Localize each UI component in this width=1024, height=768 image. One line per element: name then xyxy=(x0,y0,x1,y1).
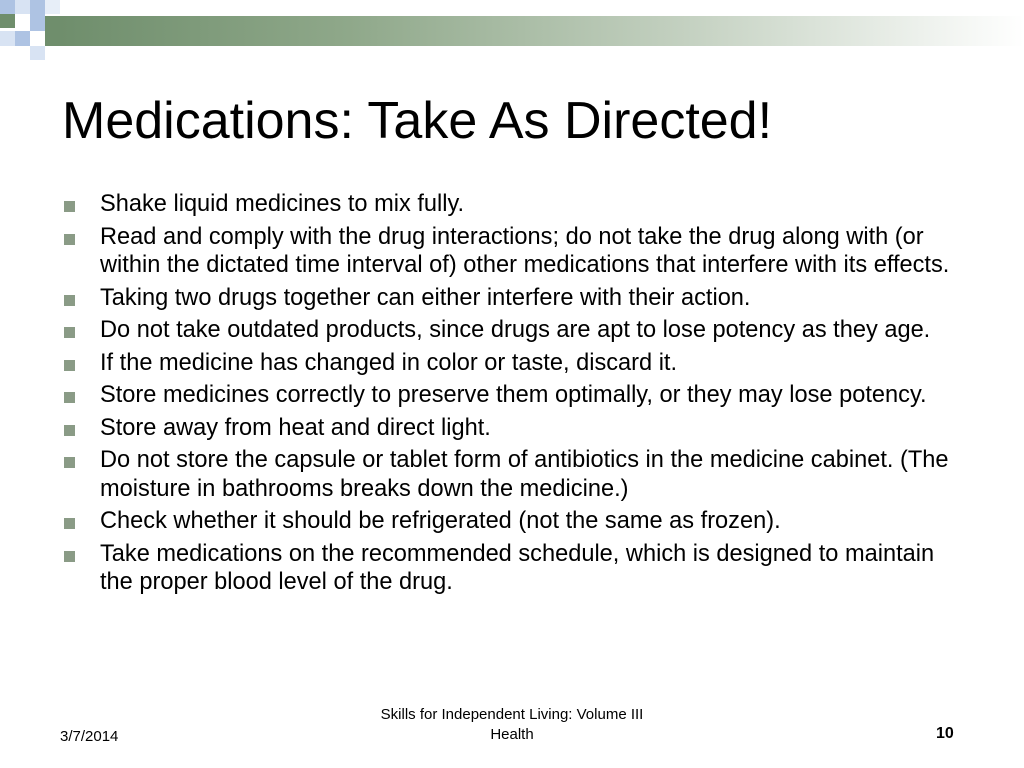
bullet-item xyxy=(64,223,969,280)
square-bullet-icon xyxy=(64,518,75,529)
square-bullet-icon xyxy=(64,551,75,562)
slide-title: Medications: Take As Directed! xyxy=(62,92,773,150)
bullet-item xyxy=(64,507,969,536)
bullet-item xyxy=(64,284,969,313)
bullet-list xyxy=(64,190,969,601)
bullet-item xyxy=(64,381,969,410)
square-bullet-icon xyxy=(64,234,75,245)
bullet-text: Take medications on the recommended schedule, which is designed to maintain the proper blood level of the drug. xyxy=(100,540,935,595)
bullet-item xyxy=(64,190,969,219)
bullet-text: Do not take outdated products, since drugs are apt to lose potency as they age. xyxy=(100,317,931,343)
decor-square xyxy=(45,16,60,46)
bullet-text: Store away from heat and direct light. xyxy=(100,414,491,441)
page-number: 10 xyxy=(936,725,954,742)
bullet-item xyxy=(64,540,969,597)
bullet-text: Check whether it should be refrigerated (not the same as frozen). xyxy=(100,508,781,534)
header-gradient-bar xyxy=(60,16,1024,46)
square-bullet-icon xyxy=(64,327,75,338)
decor-square xyxy=(0,14,15,28)
bullet-text: Do not store the capsule or tablet form of antibiotics in the medicine cabinet. (The moisture in bathrooms breaks down the medicine.) xyxy=(100,447,949,502)
square-bullet-icon xyxy=(64,392,75,403)
decor-square xyxy=(30,46,45,60)
bullet-text: Shake liquid medicines to mix fully. xyxy=(100,191,465,217)
footer-caption-line: Skills for Independent Living: Volume III xyxy=(380,706,644,723)
bullet-text: Store medicines correctly to preserve them optimally, or they may lose potency. xyxy=(100,382,927,408)
square-bullet-icon xyxy=(64,425,75,436)
decor-square xyxy=(15,0,30,14)
footer-caption xyxy=(362,705,662,745)
bullet-text: Read and comply with the drug interactions; do not take the drug along with (or within the dictated time interval of) other medications that interfere with its effects. xyxy=(100,223,950,278)
bullet-item xyxy=(64,446,969,503)
bullet-item xyxy=(64,414,969,443)
decor-square xyxy=(0,31,15,46)
bullet-text: Taking two drugs together can either interfere with their action. xyxy=(100,284,751,311)
decor-square xyxy=(30,16,45,31)
decor-square xyxy=(45,0,60,14)
decor-square xyxy=(15,16,30,31)
square-bullet-icon xyxy=(64,295,75,306)
square-bullet-icon xyxy=(64,457,75,468)
bullet-text: If the medicine has changed in color or taste, discard it. xyxy=(100,349,678,376)
decor-square xyxy=(15,31,30,46)
decor-square xyxy=(0,0,15,14)
footer-caption-line: Health xyxy=(490,726,534,743)
bullet-item xyxy=(64,349,969,378)
square-bullet-icon xyxy=(64,201,75,212)
footer-date: 3/7/2014 xyxy=(60,728,119,745)
bullet-item xyxy=(64,316,969,345)
decor-square xyxy=(30,0,45,16)
square-bullet-icon xyxy=(64,360,75,371)
